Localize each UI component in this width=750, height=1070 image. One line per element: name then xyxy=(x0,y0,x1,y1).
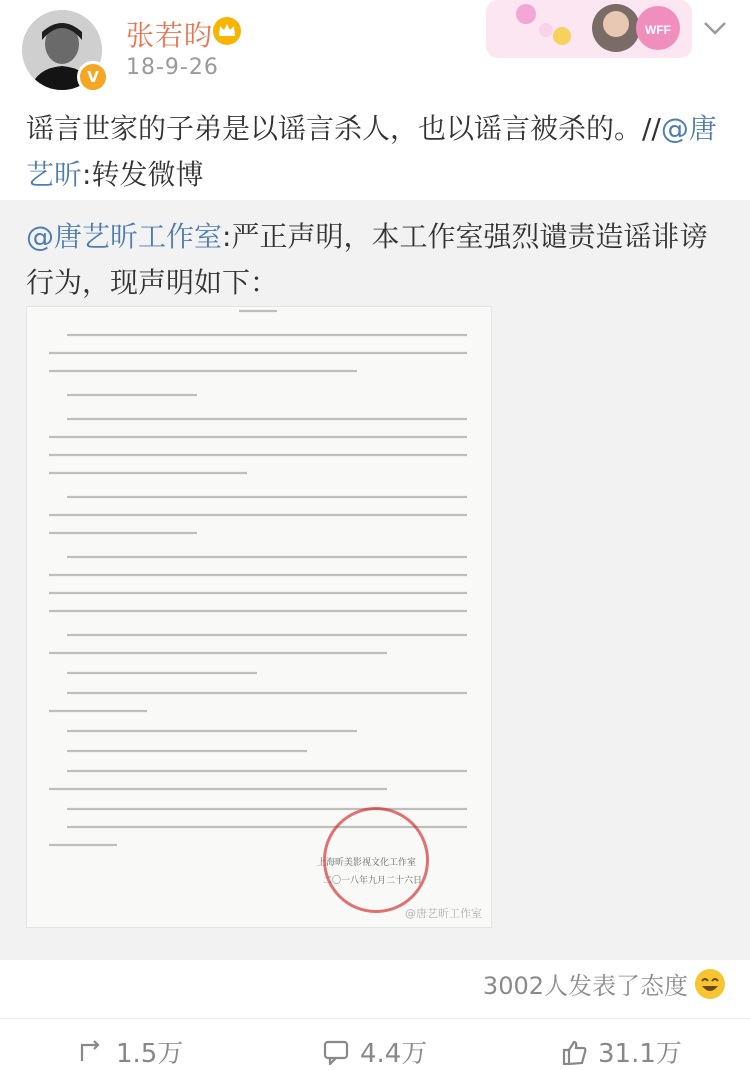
post-body: 谣言世家的子弟是以谣言杀人，也以谣言被杀的。// xyxy=(26,112,661,145)
comment-button[interactable] xyxy=(322,1033,427,1070)
reactions-text: 3002人发表了态度 xyxy=(482,972,688,1000)
retweet-text xyxy=(26,214,726,306)
repost-button[interactable] xyxy=(78,1033,183,1070)
username[interactable]: 张若昀 xyxy=(126,19,214,52)
signature-date: 二〇一八年九月二十六日 xyxy=(323,876,423,886)
action-bar xyxy=(0,1018,750,1069)
chevron-down-icon[interactable] xyxy=(700,16,730,40)
timestamp: 18-9-26 xyxy=(126,55,219,80)
image-watermark: @唐艺昕工作室 xyxy=(405,907,482,920)
statement-image[interactable] xyxy=(26,306,492,928)
retweet-mention-link[interactable]: @唐艺昕工作室 xyxy=(26,220,223,253)
thumbs-up-icon xyxy=(560,1039,588,1065)
like-button[interactable] xyxy=(560,1033,682,1070)
mention-link[interactable]: @唐艺昕 xyxy=(26,112,717,191)
comment-count: 4.4万 xyxy=(360,1039,428,1069)
like-count: 31.1万 xyxy=(598,1039,682,1069)
signature-org: 上海昕美影视文化工作室 xyxy=(317,858,417,868)
smile-emoji-icon xyxy=(694,968,726,1000)
decorative-card-icon xyxy=(486,0,692,58)
mention-suffix: :转发微博 xyxy=(82,158,204,191)
reactions-summary[interactable] xyxy=(483,966,726,1001)
badge-text: WFF xyxy=(645,23,671,37)
crown-icon xyxy=(212,16,242,46)
repost-count: 1.5万 xyxy=(116,1039,184,1069)
repost-icon xyxy=(78,1039,106,1065)
retweet-card[interactable] xyxy=(0,200,750,960)
retweet-body: :严正声明，本工作室强烈谴责造谣诽谤行为，现声明如下： xyxy=(26,220,708,299)
verified-badge-icon: V xyxy=(77,61,109,93)
comment-icon xyxy=(322,1039,350,1065)
post-text xyxy=(26,106,726,198)
